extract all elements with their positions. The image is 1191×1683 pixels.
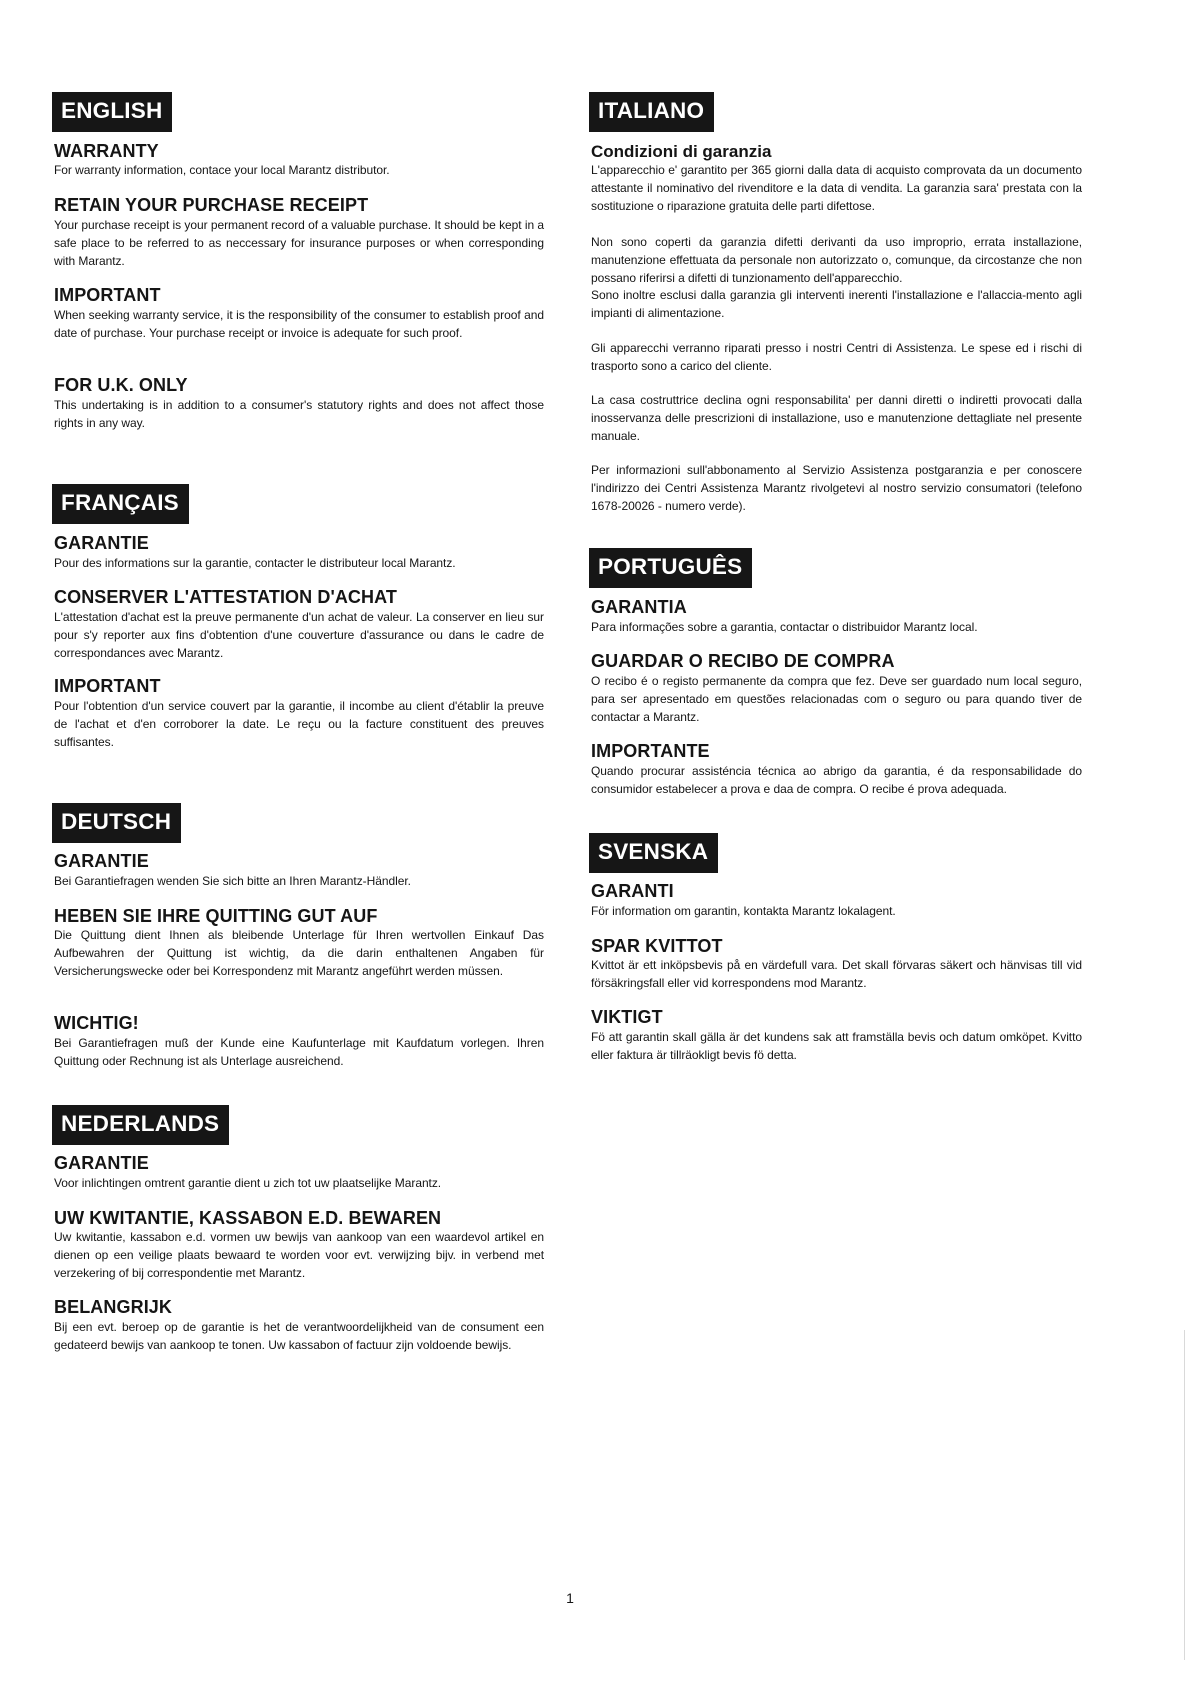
francais-garantie-text: Pour des informations sur la garantie, contacter le distributeur local Marantz. [54, 556, 456, 570]
nederlands-belangrijk-heading: BELANGRIJK [54, 1297, 173, 1317]
italiano-heading: Condizioni di garanzia [591, 142, 772, 161]
english-receipt-text: Your purchase receipt is your permanent record of a valuable purchase. It should be kept in a safe place to be referred to as neccessary for insurance purposes or when corresponding with Marantz. [54, 218, 544, 268]
nederlands-kwitantie-text: Uw kwitantie, kassabon e.d. vormen uw bewijs van aankoop van een waardevol artikel en dienen op een veilige plaats bewaard te worden voor evt. verwijzing bijv. in verbend met verzekering of bij correspondentie met Marantz. [54, 1230, 544, 1280]
english-important-heading: IMPORTANT [54, 285, 161, 305]
portugues-language-tab: PORTUGUÊS [591, 550, 750, 586]
italiano-paragraph-6: Per informazioni sull'abbonamento al Servizio Assistenza postgaranzia e per conoscere l'indirizzo dei Centri Assistenza Marantz rivolgetevi al nostro servizio consumatori (telefono 1678-20026 - numero verde). [591, 463, 1082, 513]
svenska-viktigt-heading: VIKTIGT [591, 1007, 663, 1027]
portugues-garantia-text: Para informações sobre a garantia, contactar o distribuidor Marantz local. [591, 620, 978, 634]
francais-important-text: Pour l'obtention d'un service couvert par la garantie, il incombe au client d'établir la preuve de l'achat et d'en corroborer la date. Le reçu ou la facture constituent des preuves suffisantes. [54, 699, 544, 749]
italiano-paragraph-4: Gli apparecchi verranno riparati presso i nostri Centri di Assistenza. Le spese ed i rischi di trasporto sono a carico del cliente. [591, 341, 1082, 373]
portugues-importante-heading: IMPORTANTE [591, 741, 710, 761]
francais-language-tab: FRANÇAIS [54, 486, 187, 522]
deutsch-wichtig-text: Bei Garantiefragen muß der Kunde eine Kaufunterlage mit Kaufdatum vorlegen. Ihren Quittung oder Rechnung ist als Unterlage ausreichend. [54, 1036, 544, 1068]
nederlands-kwitantie-heading: UW KWITANTIE, KASSABON E.D. BEWAREN [54, 1208, 442, 1228]
italiano-paragraph-2: Non sono coperti da garanzia difetti derivanti da uso improprio, errata installazione, manutenzione effettuata da personale non autorizzato o, comunque, da circostanze che non possano riferirsi a difetti di tunzionamento dell'apparecchio. [591, 235, 1082, 285]
italiano-language-tab: ITALIANO [591, 94, 712, 130]
deutsch-wichtig-heading: WICHTIG! [54, 1013, 139, 1033]
portugues-recibo-heading: GUARDAR O RECIBO DE COMPRA [591, 651, 895, 671]
nederlands-language-tab: NEDERLANDS [54, 1107, 227, 1143]
italiano-paragraph-5: La casa costruttrice declina ogni responsabilita' per danni diretti o indiretti provocati dalla inosservanza delle prescrizioni di installazione, uso e manutenzione dettagliate nel presente manuale. [591, 393, 1082, 443]
svenska-language-tab: SVENSKA [591, 835, 716, 871]
svenska-garanti-heading: GARANTI [591, 881, 674, 901]
italiano-paragraph-3: Sono inoltre esclusi dalla garanzia gli interventi inerenti l'installazione e l'allaccia-mento agli impianti di alimentazione. [591, 288, 1082, 320]
francais-attestation-text: L'attestation d'achat est la preuve permanente d'un achat de valeur. La conserver en lieu sur pour s'y reporter aux fins d'obtention d'une couverture d'assurance ou dans le cadre de correspondances avec Marantz. [54, 610, 544, 660]
svenska-kvittot-heading: SPAR KVITTOT [591, 936, 723, 956]
english-language-tab: ENGLISH [54, 94, 170, 130]
portugues-importante-text: Quando procurar assisténcia técnica ao abrigo da garantia, é da responsabilidade do consumidor estabelecer a prova e daa de compra. O recibe é prova adequada. [591, 764, 1082, 796]
nederlands-belangrijk-text: Bij een evt. beroep op de garantie is het de verantwoordelijkheid van de consument een gedateerd bewijs van aankoop te tonen. Uw kassabon of factuur zijn voldoende bewijs. [54, 1320, 544, 1352]
english-warranty-text: For warranty information, contace your local Marantz distributor. [54, 163, 390, 177]
svenska-kvittot-text: Kvittot är ett inköpsbevis på en värdefull vara. Det skall förvaras säkert och hänvisas till vid försäkringsfall eller vid korrespondens mod Marantz. [591, 958, 1082, 990]
deutsch-garantie-text: Bei Garantiefragen wenden Sie sich bitte an Ihren Marantz-Händler. [54, 874, 411, 888]
francais-attestation-heading: CONSERVER L'ATTESTATION D'ACHAT [54, 587, 397, 607]
deutsch-garantie-heading: GARANTIE [54, 851, 149, 871]
svenska-garanti-text: För information om garantin, kontakta Marantz lokalagent. [591, 904, 896, 918]
deutsch-language-tab: DEUTSCH [54, 805, 179, 841]
nederlands-garantie-heading: GARANTIE [54, 1153, 149, 1173]
francais-garantie-heading: GARANTIE [54, 533, 149, 553]
portugues-garantia-heading: GARANTIA [591, 597, 687, 617]
deutsch-quittung-text: Die Quittung dient Ihnen als bleibende Unterlage für Ihren wertvollen Einkauf Das Aufbewahren der Quittung ist wichtig, da die darin enthaltenen Angaben für Versicherungswecke oder bei Korrespondenz mit Marantz angeführt werden müssen. [54, 928, 544, 978]
scan-edge-line [1184, 1330, 1185, 1660]
english-uk-heading: FOR U.K. ONLY [54, 375, 188, 395]
italiano-paragraph-1: L'apparecchio e' garantito per 365 giorni dalla data di acquisto comprovata da un documento attestante il nominativo del rivenditore e la data di vendita. La garanzia sara' prestata con la sostituzione o riparazione gratuita delle parti difettose. [591, 163, 1082, 213]
deutsch-quittung-heading: HEBEN SIE IHRE QUITTING GUT AUF [54, 906, 378, 926]
english-uk-text: This undertaking is in addition to a consumer's statutory rights and does not affect those rights in any way. [54, 398, 544, 430]
portugues-recibo-text: O recibo é o registo permanente da compra que fez. Deve ser guardado num local seguro, para ser apresentado em questões relacionadas com o seguro ou para quando tiver de contactar a Marantz. [591, 674, 1082, 724]
english-receipt-heading: RETAIN YOUR PURCHASE RECEIPT [54, 195, 369, 215]
francais-important-heading: IMPORTANT [54, 676, 161, 696]
english-warranty-heading: WARRANTY [54, 141, 159, 161]
page-number: 1 [566, 1590, 574, 1606]
nederlands-garantie-text: Voor inlichtingen omtrent garantie dient u zich tot uw plaatselijke Marantz. [54, 1176, 442, 1190]
svenska-viktigt-text: Fö att garantin skall gälla är det kundens sak att framställa bevis och datum omköpet. Kvitto eller faktura är tillräokligt bevis fö detta. [591, 1030, 1082, 1062]
english-important-text: When seeking warranty service, it is the responsibility of the consumer to establish proof and date of purchase. Your purchase receipt or invoice is adequate for such proof. [54, 308, 544, 340]
